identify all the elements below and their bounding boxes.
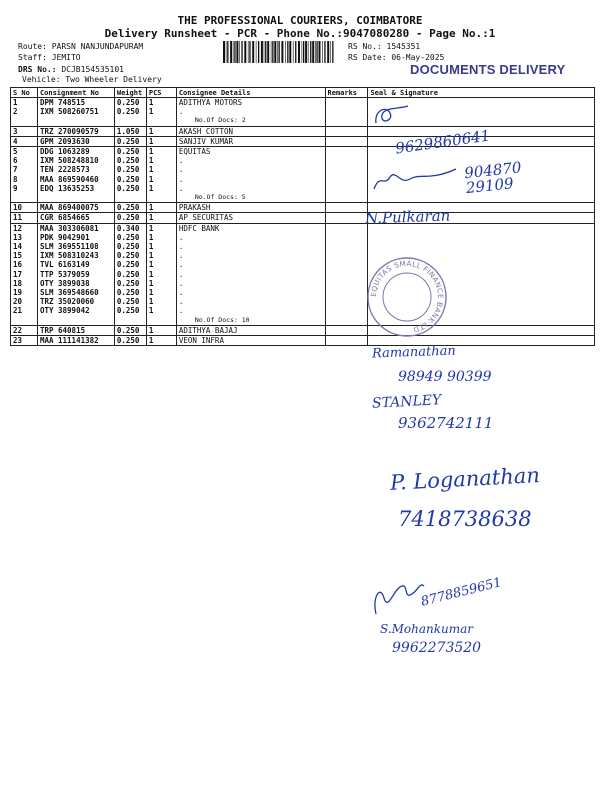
row-weight: 0.250	[114, 260, 146, 269]
row-consignment: TRZ 35020060	[37, 297, 114, 306]
row-sno: 14	[11, 242, 38, 251]
row-sno: 16	[11, 260, 38, 269]
row-consignment: TTP 5379059	[37, 270, 114, 279]
row-consignment: MAA 869400075	[37, 203, 114, 213]
row-sno: 22	[11, 325, 38, 335]
row-remarks	[325, 260, 368, 269]
company-title: THE PROFESSIONAL COURIERS, COIMBATORE	[177, 14, 423, 27]
col-remarks: Remarks	[325, 88, 368, 98]
barcode-bar	[327, 41, 329, 63]
row-consignee: AP SECURITAS	[176, 213, 325, 223]
barcode-bar	[239, 41, 240, 63]
row-consignee: No.Of Docs: 5	[176, 193, 325, 203]
row-weight	[114, 345, 146, 346]
row-pcs: 1	[146, 279, 176, 288]
barcode-bar	[227, 41, 228, 63]
row-sno: 5	[11, 147, 38, 157]
col-weight: Weight	[114, 88, 146, 98]
row-remarks	[325, 193, 368, 203]
row-consignment: EDQ 13635253	[37, 184, 114, 193]
row-weight: 0.250	[114, 213, 146, 223]
row-weight: 0.250	[114, 251, 146, 260]
table-row	[11, 251, 595, 260]
row-weight: 0.340	[114, 223, 146, 233]
row-consignment: TEN 2228573	[37, 165, 114, 174]
row-remarks	[325, 175, 368, 184]
row-pcs: 1	[146, 213, 176, 223]
row-remarks	[325, 147, 368, 157]
row-weight: 0.250	[114, 184, 146, 193]
row-weight: 0.250	[114, 156, 146, 165]
row-remarks	[325, 126, 368, 136]
row-weight: 1.050	[114, 126, 146, 136]
table-row	[11, 98, 595, 108]
row-weight: 0.250	[114, 136, 146, 146]
row-consignee: PRAKASH	[176, 203, 325, 213]
row-weight: 0.250	[114, 325, 146, 335]
barcode-bar	[272, 41, 273, 63]
row-consignment: CGR 6854665	[37, 213, 114, 223]
row-consignment: MAA 111141382	[37, 336, 114, 346]
row-sno: 21	[11, 306, 38, 315]
row-sno: 13	[11, 233, 38, 242]
row-consignee: .	[176, 184, 325, 193]
table-row	[11, 306, 595, 315]
barcode-bar	[298, 41, 300, 63]
row-consignment: OTY 3899042	[37, 306, 114, 315]
table-row	[11, 270, 595, 279]
row-sno	[11, 316, 38, 326]
row-weight: 0.250	[114, 233, 146, 242]
signature-name-6: STANLEY	[371, 392, 442, 412]
signature-name-5: Ramanathan	[371, 343, 457, 362]
row-consignment: GPM 2093630	[37, 136, 114, 146]
row-remarks	[325, 306, 368, 315]
documents-delivery-stamp: DOCUMENTS DELIVERY	[410, 62, 566, 77]
col-seal-signature: Seal & Signature	[368, 88, 595, 98]
row-remarks	[325, 107, 368, 116]
table-row	[11, 126, 595, 136]
table-row	[11, 147, 595, 157]
signature-phone-9: 9962273520	[392, 640, 482, 656]
row-remarks	[325, 316, 368, 326]
row-pcs: 1	[146, 165, 176, 174]
table-row	[11, 325, 595, 335]
drs-value: DCJB154535101	[61, 65, 124, 74]
row-pcs: 1	[146, 242, 176, 251]
row-remarks	[325, 98, 368, 108]
row-sno: 7	[11, 165, 38, 174]
barcode-bar	[234, 41, 235, 63]
row-consignee	[176, 345, 325, 346]
barcode-bar	[315, 41, 316, 63]
signature-name-3: N.Pulkaran	[364, 206, 451, 228]
table-row	[11, 242, 595, 251]
row-consignee: .	[176, 242, 325, 251]
row-consignee: .	[176, 175, 325, 184]
row-pcs	[146, 316, 176, 326]
barcode-bar	[281, 41, 283, 63]
barcode-bar	[312, 41, 314, 63]
barcode-bar	[248, 41, 249, 63]
row-consignee: HDFC BANK	[176, 223, 325, 233]
row-sno: 11	[11, 213, 38, 223]
staff-line: Staff: JEMITO	[18, 53, 81, 62]
row-remarks	[325, 279, 368, 288]
row-consignee: No.Of Docs: 2	[176, 116, 325, 126]
runsheet-subtitle: Delivery Runsheet - PCR - Phone No.:9047080280 - Page No.:1	[104, 27, 496, 40]
row-consignee: VEON INFRA	[176, 336, 325, 346]
row-remarks	[325, 336, 368, 346]
row-remarks	[325, 288, 368, 297]
row-sno: 18	[11, 279, 38, 288]
barcode-bar	[258, 41, 259, 63]
row-consignee: .	[176, 279, 325, 288]
rs-date: RS Date: 06-May-2025	[348, 53, 445, 62]
col-sno: S No	[11, 88, 38, 98]
row-consignee: AKASH COTTON	[176, 126, 325, 136]
table-row	[11, 288, 595, 297]
row-weight: 0.250	[114, 203, 146, 213]
barcode-bar	[236, 41, 238, 63]
barcode-bar	[305, 41, 307, 63]
row-sno: 17	[11, 270, 38, 279]
signature-scribble-8	[368, 578, 428, 618]
barcode-bar	[330, 41, 331, 63]
row-consignment	[37, 116, 114, 126]
row-sno: 3	[11, 126, 38, 136]
row-pcs: 1	[146, 233, 176, 242]
table-row	[11, 107, 595, 116]
barcode-bar	[285, 41, 286, 63]
row-consignee: ADITHYA MOTORS	[176, 98, 325, 108]
barcode-bar	[256, 41, 257, 63]
barcode-bar	[295, 41, 296, 63]
signature-phone-1: 9629860641	[394, 126, 492, 158]
table-row	[11, 297, 595, 306]
signature-scribble-2	[370, 165, 460, 195]
row-sno: 2	[11, 107, 38, 116]
signature-scribble-1	[372, 103, 412, 129]
signature-name-9: S.Mohankumar	[380, 622, 473, 636]
row-pcs: 1	[146, 288, 176, 297]
row-consignee: .	[176, 165, 325, 174]
row-pcs: 1	[146, 251, 176, 260]
row-pcs	[146, 116, 176, 126]
row-consignment: IXM 508310243	[37, 251, 114, 260]
barcode-bar	[264, 41, 265, 63]
row-remarks	[325, 203, 368, 213]
row-sno: 8	[11, 175, 38, 184]
table-row	[11, 316, 595, 326]
col-consignee: Consignee Details	[176, 88, 325, 98]
row-pcs: 1	[146, 297, 176, 306]
barcode-bar	[230, 41, 232, 63]
table-row	[11, 279, 595, 288]
row-remarks	[325, 297, 368, 306]
row-remarks	[325, 156, 368, 165]
row-pcs: 1	[146, 203, 176, 213]
barcode-image	[223, 41, 335, 63]
barcode-bar	[252, 41, 254, 63]
row-consignee: .	[176, 297, 325, 306]
row-weight: 0.250	[114, 107, 146, 116]
barcode-bar	[324, 41, 325, 63]
col-consignment: Consignment No	[37, 88, 114, 98]
barcode-bar	[241, 41, 242, 63]
row-pcs	[146, 193, 176, 203]
signature-phone-7: 7418738638	[398, 507, 532, 531]
row-remarks	[325, 223, 368, 233]
table-row	[11, 336, 595, 346]
signature-phone-2: 904870 29109	[463, 158, 523, 198]
row-weight	[114, 116, 146, 126]
barcode-bar	[289, 41, 291, 63]
row-consignment: PDK 9042901	[37, 233, 114, 242]
row-seal-signature	[368, 242, 595, 251]
row-weight: 0.250	[114, 270, 146, 279]
row-pcs: 1	[146, 98, 176, 108]
row-consignee: .	[176, 288, 325, 297]
signature-phone-8: 8778859651	[419, 575, 504, 610]
row-weight: 0.250	[114, 336, 146, 346]
row-remarks	[325, 345, 368, 346]
row-consignee: .	[176, 156, 325, 165]
row-sno: 6	[11, 156, 38, 165]
row-consignment: DDG 1063289	[37, 147, 114, 157]
barcode-bar	[226, 41, 227, 63]
svg-text:EQUITAS SMALL FINANCE BANK LTD	[369, 259, 445, 335]
bank-seal	[365, 255, 449, 339]
row-remarks	[325, 184, 368, 193]
row-remarks	[325, 165, 368, 174]
row-weight: 0.250	[114, 242, 146, 251]
row-remarks	[325, 242, 368, 251]
row-remarks	[325, 233, 368, 242]
row-sno: 4	[11, 136, 38, 146]
row-consignment: SLM 369551108	[37, 242, 114, 251]
row-pcs: 1	[146, 325, 176, 335]
table-row	[11, 345, 595, 346]
signature-name-7: P. Loganathan	[389, 463, 541, 495]
row-sno: 19	[11, 288, 38, 297]
row-weight: 0.250	[114, 288, 146, 297]
barcode-bar	[308, 41, 309, 63]
route-line: Route: PARSN NANJUNDAPURAM	[18, 42, 144, 51]
row-consignment	[37, 345, 114, 346]
row-consignment: SLM 369548660	[37, 288, 114, 297]
row-pcs: 1	[146, 136, 176, 146]
row-consignment: TVL 6163149	[37, 260, 114, 269]
row-sno: 12	[11, 223, 38, 233]
row-pcs: 1	[146, 156, 176, 165]
seal-text: EQUITAS SMALL FINANCE BANK LTD	[368, 258, 446, 335]
signature-phone-6: 9362742111	[398, 414, 494, 432]
row-sno: 23	[11, 336, 38, 346]
barcode-bar	[274, 41, 276, 63]
drs-line	[18, 65, 124, 74]
table-header-row	[11, 88, 595, 98]
row-consignment	[37, 193, 114, 203]
row-pcs: 1	[146, 126, 176, 136]
row-consignment: IXM 508260751	[37, 107, 114, 116]
row-consignment: TRP 640815	[37, 325, 114, 335]
vehicle-line: Vehicle: Two Wheeler Delivery	[22, 75, 162, 84]
row-consignee: No.Of Docs: 10	[176, 316, 325, 326]
row-seal-signature	[368, 233, 595, 242]
row-sno: 9	[11, 184, 38, 193]
barcode-bar	[279, 41, 280, 63]
barcode-bar	[265, 41, 266, 63]
row-sno: 1	[11, 98, 38, 108]
row-consignee: EQUITAS	[176, 147, 325, 157]
row-remarks	[325, 136, 368, 146]
rs-number: RS No.: 1545351	[348, 42, 421, 51]
barcode-bar	[316, 41, 317, 63]
row-weight: 0.250	[114, 165, 146, 174]
row-consignment: IXM 508248810	[37, 156, 114, 165]
row-pcs: 1	[146, 147, 176, 157]
row-remarks	[325, 270, 368, 279]
col-pcs: PCS	[146, 88, 176, 98]
table-row	[11, 213, 595, 223]
row-sno: 10	[11, 203, 38, 213]
row-consignment: DPM 748515	[37, 98, 114, 108]
runsheet-table	[10, 87, 595, 346]
barcode-bar	[244, 41, 246, 63]
table-row	[11, 203, 595, 213]
barcode-bar	[233, 41, 234, 63]
row-consignee: .	[176, 260, 325, 269]
row-consignment: TRZ 270090579	[37, 126, 114, 136]
row-weight: 0.250	[114, 297, 146, 306]
barcode-bar	[271, 41, 272, 63]
row-weight: 0.250	[114, 306, 146, 315]
row-sno	[11, 116, 38, 126]
drs-label: DRS No.:	[18, 65, 62, 74]
barcode-bar	[267, 41, 269, 63]
row-remarks	[325, 251, 368, 260]
row-consignee: .	[176, 306, 325, 315]
barcode-bar	[261, 41, 263, 63]
row-consignment	[37, 316, 114, 326]
barcode-bar	[322, 41, 323, 63]
barcode-bar	[302, 41, 303, 63]
table-row	[11, 116, 595, 126]
row-sno	[11, 345, 38, 346]
row-consignment: MAA 869590460	[37, 175, 114, 184]
row-pcs: 1	[146, 270, 176, 279]
barcode-bar	[332, 41, 333, 63]
barcode-bar	[303, 41, 304, 63]
barcode-bar	[310, 41, 311, 63]
row-weight	[114, 193, 146, 203]
barcode-bar	[277, 41, 278, 63]
row-consignee: SANJIV KUMAR	[176, 136, 325, 146]
row-pcs: 1	[146, 107, 176, 116]
row-pcs: 1	[146, 223, 176, 233]
row-sno	[11, 193, 38, 203]
table-row	[11, 233, 595, 242]
row-weight: 0.250	[114, 279, 146, 288]
row-consignee: .	[176, 270, 325, 279]
row-weight: 0.250	[114, 175, 146, 184]
row-consignee: .	[176, 251, 325, 260]
table-row	[11, 260, 595, 269]
row-remarks	[325, 325, 368, 335]
barcode-bar	[293, 41, 294, 63]
row-pcs: 1	[146, 306, 176, 315]
table-row	[11, 136, 595, 146]
row-pcs: 1	[146, 175, 176, 184]
row-pcs	[146, 345, 176, 346]
row-consignment: OTY 3899038	[37, 279, 114, 288]
row-pcs: 1	[146, 336, 176, 346]
row-consignment: MAA 303306081	[37, 223, 114, 233]
row-consignee: .	[176, 107, 325, 116]
table-row	[11, 193, 595, 203]
row-pcs: 1	[146, 260, 176, 269]
table-row	[11, 223, 595, 233]
barcode-bar	[319, 41, 321, 63]
barcode-bar	[287, 41, 288, 63]
row-remarks	[325, 213, 368, 223]
row-sno: 20	[11, 297, 38, 306]
row-remarks	[325, 116, 368, 126]
row-sno: 15	[11, 251, 38, 260]
row-weight: 0.250	[114, 98, 146, 108]
row-consignee: ADITHYA BAJAJ	[176, 325, 325, 335]
barcode-bar	[223, 41, 225, 63]
row-pcs: 1	[146, 184, 176, 193]
row-weight	[114, 316, 146, 326]
row-weight: 0.250	[114, 147, 146, 157]
row-consignee: .	[176, 233, 325, 242]
signature-phone-5: 98949 90399	[398, 369, 492, 385]
barcode-bar	[249, 41, 250, 63]
